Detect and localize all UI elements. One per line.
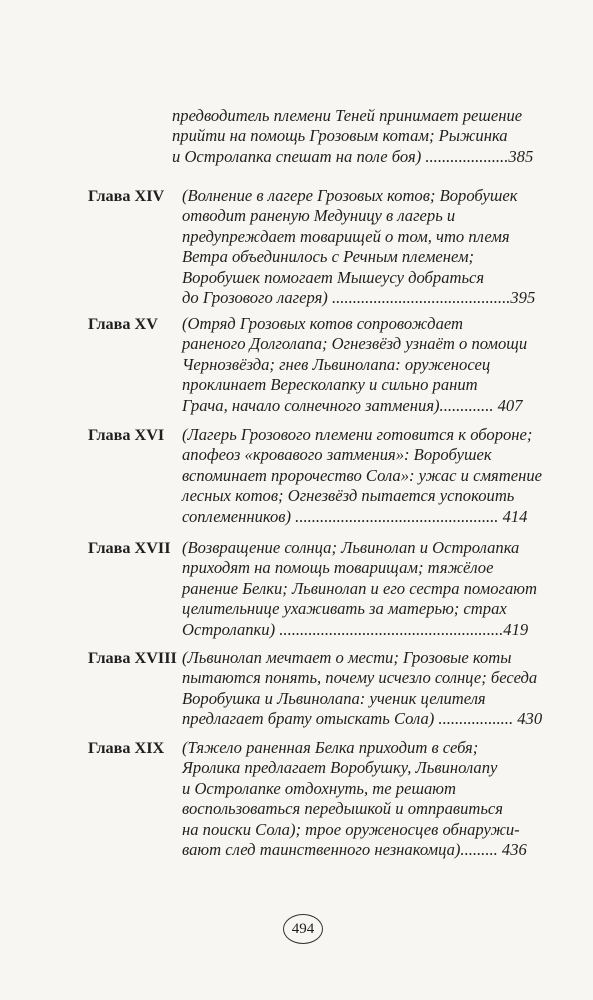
summary-line: соплеменников) ................................................. 414 (182, 506, 528, 526)
chapter-label: Глава XVIII (88, 649, 177, 667)
chapter-label: Глава XVI (88, 426, 165, 444)
summary-line: Остролапки) ......................................................419 (182, 619, 529, 639)
summary-line: и Остролапке отдохнуть, те решают (182, 778, 456, 798)
summary-line: пытаются понять, почему исчезло солнце; беседа (182, 668, 538, 688)
summary-line: (Львинолап мечтает о мести; Грозовые коты (182, 648, 512, 667)
summary-line: отводит раненую Медуницу в лагерь и (182, 206, 456, 226)
intro-continuation (172, 106, 533, 167)
summary-line: Грача, начало солнечного затмения)............. 407 (182, 395, 523, 415)
summary-line: предлагает брату отыскать Сола) .................. 430 (182, 709, 543, 729)
chapter-summary (182, 425, 542, 527)
intro-line: и Остролапка спешат на поле боя) ....................385 (172, 146, 534, 166)
page-number: 494 (283, 914, 323, 944)
summary-line: приходят на помощь товарищам; тяжёлое (182, 558, 494, 578)
summary-line: (Лагерь Грозового племени готовится к обороне; (182, 425, 533, 444)
summary-line: раненого Долголапа; Огнезвёзд узнаёт о помощи (182, 334, 528, 354)
chapter-label: Глава XIV (88, 187, 165, 205)
chapter-summary (182, 648, 542, 730)
summary-line: вают след таинственного незнакомца)......... 436 (182, 839, 527, 859)
summary-line: проклинает Вересколапку и сильно ранит (182, 375, 478, 395)
summary-line: (Возвращение солнца; Львинолап и Остролапка (182, 538, 520, 557)
chapter-label: Глава XIX (88, 739, 165, 757)
summary-line: Воробушек помогает Мышеусу добраться (182, 267, 485, 287)
summary-line: Ветра объединилось с Речным племенем; (182, 247, 475, 267)
summary-line: апофеоз «кровавого затмения»: Воробушек (182, 445, 492, 465)
summary-line: (Волнение в лагере Грозовых котов; Воробушек (182, 186, 518, 205)
summary-line: воспользоваться передышкой и отправиться (182, 799, 503, 819)
summary-line: (Тяжело раненная Белка приходит в себя; (182, 738, 479, 757)
intro-line: прийти на помощь Грозовым котам; Рыжинка (172, 126, 508, 146)
summary-line: целительнице ухаживать за матерью; страх (182, 599, 507, 619)
summary-line: ранение Белки; Львинолап и его сестра помогают (182, 578, 537, 598)
summary-line: Чернозвёзда; гнев Львинолапа: оруженосец (182, 354, 491, 374)
chapter-summary (182, 186, 535, 308)
summary-line: лесных котов; Огнезвёзд пытается успокоить (182, 486, 515, 506)
chapter-label: Глава XV (88, 315, 158, 333)
summary-line: вспоминает пророчество Сола»: ужас и смятение (182, 465, 543, 485)
chapter-summary (182, 738, 527, 860)
summary-line: Воробушка и Львинолапа: ученик целителя (182, 688, 486, 708)
chapter-label: Глава XVII (88, 539, 171, 557)
chapter-summary (182, 314, 527, 416)
summary-line: предупреждает товарищей о том, что племя (182, 226, 510, 246)
summary-line: (Отряд Грозовых котов сопровождает (182, 314, 464, 333)
summary-line: на поиски Сола); трое оруженосцев обнаружи- (182, 819, 520, 839)
summary-line: Яролика предлагает Воробушку, Львинолапу (182, 758, 498, 778)
summary-line: до Грозового лагеря) ...........................................395 (182, 287, 536, 307)
intro-line: предводитель племени Теней принимает решение (172, 106, 523, 125)
chapter-summary (182, 538, 537, 640)
